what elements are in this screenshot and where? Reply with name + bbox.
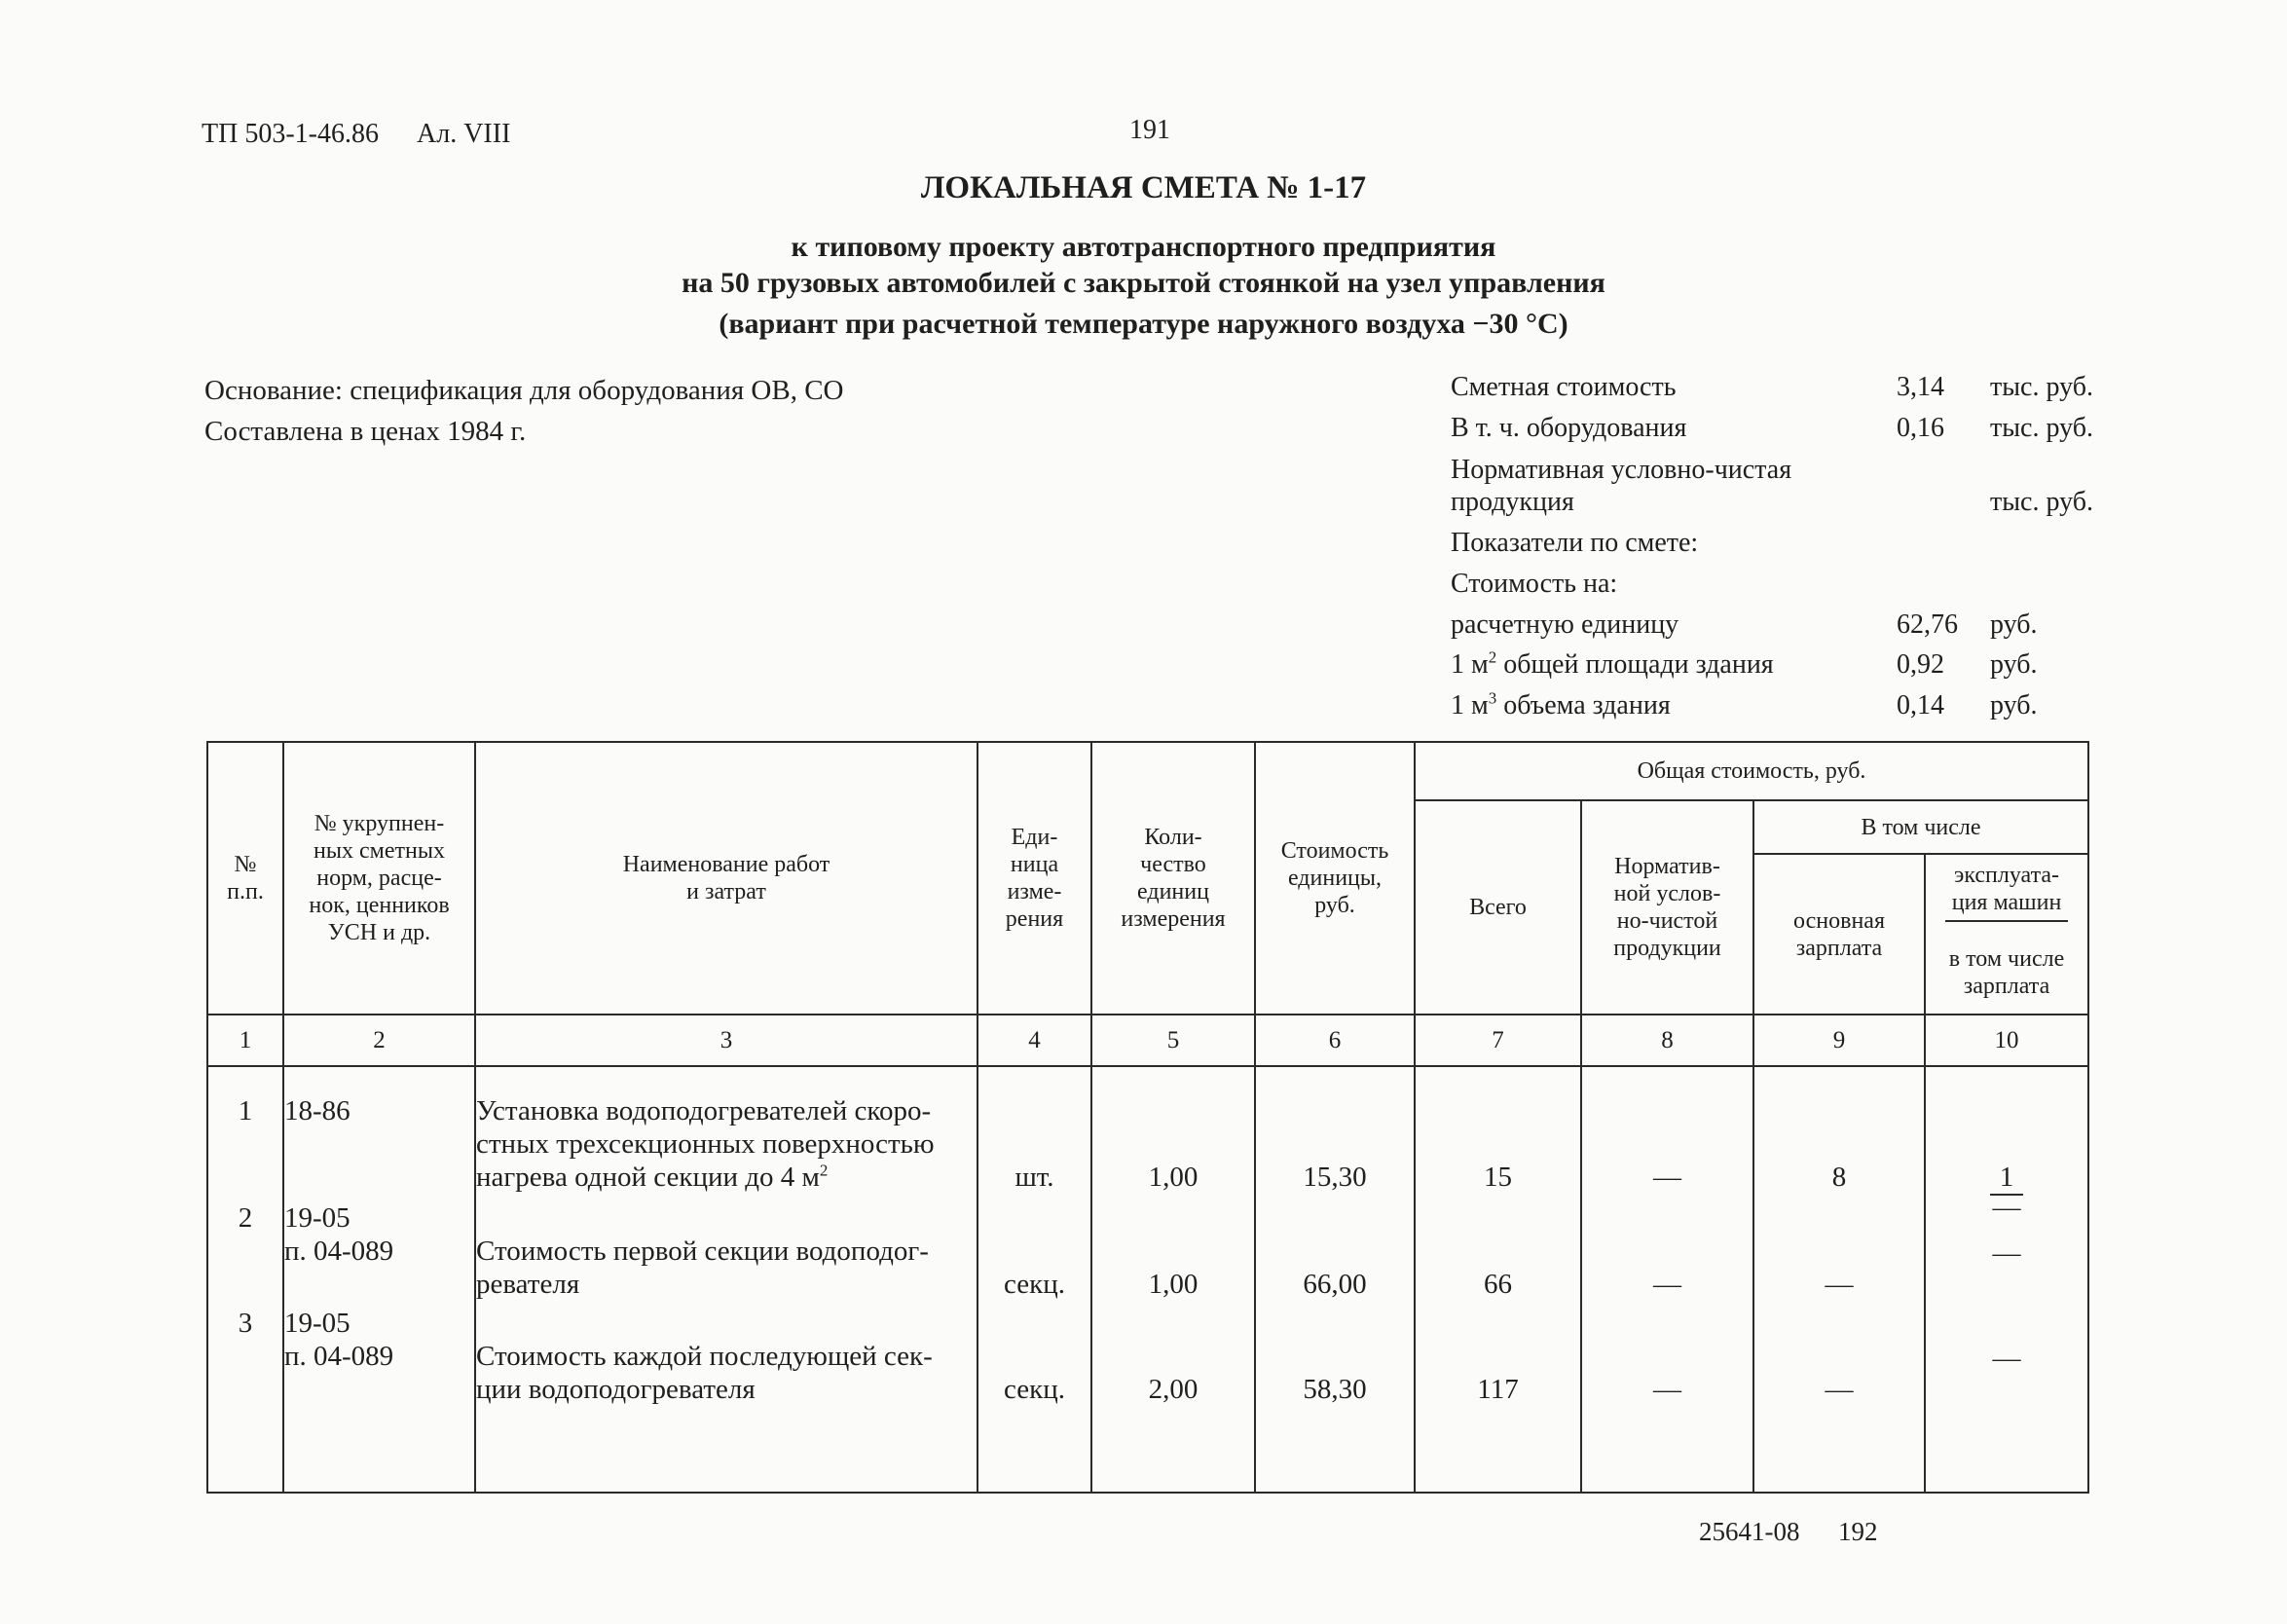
- table-cell: Стоимость каждой последующей сек- ции водоподогревателя: [476, 1341, 933, 1405]
- col-number: 10: [1925, 1015, 2088, 1066]
- table-cell: шт.: [1014, 1162, 1054, 1193]
- basis-line-2: Составлена в ценах 1984 г.: [204, 416, 527, 447]
- table-cell: Установка водоподогревателей скоро- стных трехсекционных поверхностью нагрева одной секции до 4 $м^2$: [476, 1095, 935, 1193]
- table-cell: —: [1992, 1343, 2021, 1374]
- summary-unit: тыс. руб.: [1990, 487, 2093, 517]
- table-cell: п. 04-089: [284, 1341, 394, 1372]
- col-number: 8: [1581, 1015, 1753, 1066]
- col-number: 3: [475, 1015, 978, 1066]
- header-total-cost-group: Общая стоимость, руб.: [1415, 742, 2088, 800]
- header-unit: Еди- ница изме- рения: [978, 742, 1091, 1015]
- header-unit-cost: Стоимость единицы, руб.: [1255, 742, 1415, 1015]
- column-numbers-row: [207, 1015, 2088, 1066]
- summary-block: [1451, 372, 2132, 732]
- doc-code: ТП 503-1-46.86: [202, 119, 379, 149]
- fraction-numerator: 1: [1990, 1161, 2024, 1196]
- footer-code: 25641-08: [1699, 1517, 1800, 1546]
- header-machines-salary: в том числе зарплата: [1925, 932, 2088, 1015]
- table-cell: Стоимость первой секции водоподог- ревателя: [476, 1236, 929, 1300]
- header-norm-code: № укрупнен- ных сметных норм, расце- нок, ценников УСН и др.: [283, 742, 475, 1015]
- header-normative: Норматив- ной услов- но-чистой продукции: [1581, 800, 1753, 1015]
- col-number: 7: [1415, 1015, 1581, 1066]
- body-col-salary: [1753, 1066, 1925, 1493]
- summary-unit: тыс. руб.: [1990, 413, 2093, 443]
- table-cell: —: [1653, 1162, 1681, 1193]
- album-number: Ал. VIII: [417, 119, 511, 149]
- table-cell: —: [1825, 1374, 1854, 1405]
- table-cell: [1926, 1161, 2087, 1223]
- table-cell: 18-86: [284, 1095, 350, 1126]
- table-cell: 1: [238, 1095, 253, 1126]
- basis-line-1: Основание: спецификация для оборудования ОВ, СО: [204, 375, 844, 406]
- summary-label: Сметная стоимость: [1451, 372, 1677, 402]
- table-cell: 15: [1484, 1162, 1512, 1193]
- col-number: 1: [207, 1015, 283, 1066]
- table-cell: —: [1825, 1269, 1854, 1300]
- summary-label: Стоимость на:: [1451, 569, 1618, 599]
- footer-page: 192: [1838, 1517, 1878, 1546]
- table-cell: —: [1992, 1237, 2021, 1269]
- table-cell: секц.: [1004, 1374, 1065, 1405]
- body-col-unit: [978, 1066, 1091, 1493]
- table-cell: 117: [1477, 1374, 1519, 1405]
- summary-label: Показатели по смете:: [1451, 528, 1699, 558]
- body-col-no: [207, 1066, 283, 1493]
- table-cell: —: [1653, 1374, 1681, 1405]
- summary-value: 0,16: [1897, 413, 1944, 443]
- table-cell: 66,00: [1303, 1269, 1367, 1300]
- summary-label: 1 $м^2$ общей площади здания: [1451, 647, 1774, 680]
- summary-unit: руб.: [1990, 609, 2038, 640]
- col-number: 6: [1255, 1015, 1415, 1066]
- header-base-salary: основная зарплата: [1753, 854, 1925, 1015]
- col-number: 9: [1753, 1015, 1925, 1066]
- body-col-price: [1255, 1066, 1415, 1493]
- fraction-denominator: —: [1992, 1192, 2021, 1223]
- summary-label: В т. ч. оборудования: [1451, 413, 1687, 443]
- summary-label: расчетную единицу: [1451, 609, 1679, 640]
- table-cell: 58,30: [1303, 1374, 1367, 1405]
- body-col-name: [475, 1066, 978, 1493]
- col-number: 5: [1091, 1015, 1255, 1066]
- table-cell: п. 04-089: [284, 1236, 394, 1267]
- header-including-group: В том числе: [1753, 800, 2088, 854]
- table-cell: 8: [1831, 1162, 1847, 1193]
- summary-value: 3,14: [1897, 372, 1944, 402]
- summary-value: 62,76: [1897, 609, 1958, 640]
- body-col-total: [1415, 1066, 1581, 1493]
- header-row-1: [207, 742, 2088, 800]
- header-quantity: Коли- чество единиц измерения: [1091, 742, 1255, 1015]
- header-work-name: Наименование работ и затрат: [475, 742, 978, 1015]
- table-cell: 1,00: [1148, 1162, 1199, 1193]
- table-cell: 19-05: [284, 1202, 350, 1234]
- page-number: 191: [1129, 115, 1170, 145]
- summary-value: 0,92: [1897, 649, 1944, 680]
- header-total: Всего: [1415, 800, 1581, 1015]
- table-cell: 19-05: [284, 1308, 350, 1339]
- table-cell: 15,30: [1303, 1162, 1367, 1193]
- body-col-machines: [1925, 1066, 2088, 1493]
- table-cell: 2,00: [1148, 1374, 1199, 1405]
- summary-unit: тыс. руб.: [1990, 372, 2093, 402]
- body-col-normative: [1581, 1066, 1753, 1493]
- summary-unit: руб.: [1990, 649, 2038, 680]
- subtitle-line-1: к типовому проекту автотранспортного предприятия: [791, 231, 1496, 263]
- body-col-qty: [1091, 1066, 1255, 1493]
- header-machines: эксплуата- ция машин: [1925, 854, 2088, 932]
- header-no: № п.п.: [207, 742, 283, 1015]
- document-title: ЛОКАЛЬНАЯ СМЕТА № 1-17: [920, 170, 1367, 205]
- subtitle-line-2: на 50 грузовых автомобилей с закрытой стоянкой на узел управления: [682, 267, 1605, 299]
- summary-label: продукция: [1451, 487, 1574, 517]
- summary-unit: руб.: [1990, 690, 2038, 720]
- estimate-table: [206, 741, 2089, 1494]
- table-cell: —: [1653, 1269, 1681, 1300]
- summary-label: 1 $м^3$ объема здания: [1451, 688, 1671, 720]
- col-number: 2: [283, 1015, 475, 1066]
- table-cell: секц.: [1004, 1269, 1065, 1300]
- table-body: [207, 1066, 2088, 1493]
- table-cell: 66: [1484, 1269, 1512, 1300]
- body-col-code: [283, 1066, 475, 1493]
- table-cell: 2: [238, 1202, 253, 1234]
- table-cell: 1,00: [1148, 1269, 1199, 1300]
- subtitle-line-3: (вариант при расчетной температуре наружного воздуха −30 °С): [719, 308, 1568, 340]
- summary-value: 0,14: [1897, 690, 1944, 720]
- table-cell: 3: [238, 1308, 253, 1339]
- summary-label: Нормативная условно-чистая: [1451, 455, 1792, 485]
- col-number: 4: [978, 1015, 1091, 1066]
